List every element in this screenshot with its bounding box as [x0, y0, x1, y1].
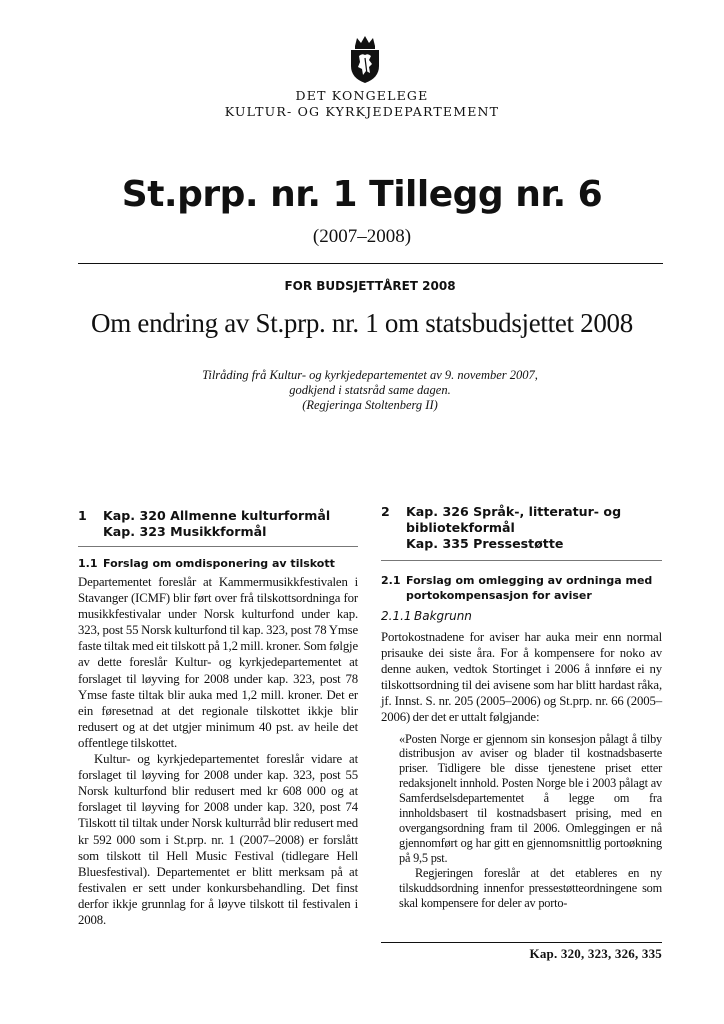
- subsection-number: 1.1: [78, 557, 98, 570]
- section-title: Kap. 323 Musikkformål: [103, 524, 267, 539]
- body-paragraph: Kultur- og kyrkjedepartementet foreslår vidare at forslaget til løyving for 2008 under kap. 323, post 55 Norsk kulturfond blir redusert med kr 608 000 og at forslaget til løyving for 2008 under kap. 320, post 74 Tilskott til tiltak under Norsk kulturråd blir redusert med kr 592 000 som i St.prp. nr. 1 (2007–2008) er forslått som tilskott til Hell Music Festival (tidlegare Hell Bluesfestival). Departementet er blitt merksam på at festivalen er sett under konkursbehandling. Det finst derfor ikkje grunnlag for å løyve tilskott til festivalen i 2008.: [78, 752, 358, 927]
- document-subtitle: Om endring av St.prp. nr. 1 om statsbudsjettet 2008: [91, 308, 633, 338]
- quote-paragraph: Regjeringen foreslår at det etableres en ny tilskuddsordning innenfor pressestøtteordningene som skal kompensere for deler av porto-: [399, 865, 662, 910]
- section-title: bibliotekformål: [406, 520, 515, 535]
- subsection-heading: [381, 573, 662, 603]
- section-title: Kap. 326 Språk-, litteratur- og: [406, 504, 622, 519]
- ministry-name-line2: KULTUR- OG KYRKJEDEPARTEMENT: [224, 104, 500, 119]
- norwegian-royal-crest-icon: [345, 34, 385, 84]
- title-divider: [78, 263, 663, 264]
- document-year: (2007–2008): [312, 226, 412, 247]
- section-divider: [381, 560, 662, 561]
- recommendation-line: Tilråding frå Kultur- og kyrkjedepartementet av 9. november 2007,: [202, 368, 538, 382]
- recommendation-line: godkjend i statsråd same dagen.: [289, 383, 451, 397]
- subsection-heading: [78, 556, 358, 571]
- section-number: 2: [381, 504, 390, 519]
- section-title: Kap. 335 Pressestøtte: [406, 536, 564, 551]
- body-paragraph: Departementet foreslår at Kammermusikkfestivalen i Stavanger (ICMF) blir ført over frå tilskottsordninga for musikkfestivalar under Norsk kulturfond under kap. 323, post 55 Norsk kulturfond til kap. 323, post 78 Ymse faste tiltak med eit tilskott på 1,2 mill. kroner. Som følgje av dette foreslår Kultur- og kyrkjedepartementet at forslaget til løyving for 2008 under kap. 323, post 78 Ymse faste tiltak blir auka med 1,2 mill. kroner. Det er ein føresetnad at det regionale tilskottet ikkje blir redusert og at det utgjer minimum 40 pst. av heile det offentlege tilskottet.: [78, 575, 358, 750]
- subsubsection-heading: [381, 608, 662, 624]
- section-number: 1: [78, 508, 87, 523]
- subsubsection-title: Bakgrunn: [414, 609, 472, 623]
- budget-year: FOR BUDSJETTÅRET 2008: [284, 279, 456, 293]
- right-column: [381, 504, 662, 910]
- section-title: Kap. 320 Allmenne kulturformål: [103, 508, 331, 523]
- footer-chapters: Kap. 320, 323, 326, 335: [529, 946, 662, 961]
- recommendation-line: (Regjeringa Stoltenberg II): [302, 398, 438, 412]
- left-column: [78, 508, 358, 928]
- subsection-title: Forslag om omlegging av ordninga med portokompensasjon for aviser: [406, 574, 653, 602]
- document-title: St.prp. nr. 1 Tillegg nr. 6: [121, 174, 603, 215]
- section-divider: [78, 546, 358, 547]
- subsection-number: 2.1: [381, 574, 401, 587]
- subsubsection-number: 2.1.1: [381, 609, 412, 623]
- ministry-name-line1: DET KONGELEGE: [295, 88, 429, 103]
- footer-divider: [381, 942, 662, 943]
- quote-paragraph: «Posten Norge er gjennom sin konsesjon pålagt å tilby distribusjon av aviser og blader til kostnadsbaserte priser. Tidligere ble disse tjenestene priset etter redaksjonelt innhold. Posten Norge ble i 2003 pålagt av Samferdselsdepartementet å legge om fra innholdsbasert til kostnadsbasert prising, med en overgangsordning fram til 2006. Omleggingen er nå gjennomført og har gitt en gjennomsnittlig portoøkning på 9,5 pst.: [399, 731, 662, 865]
- section-heading: [78, 508, 358, 540]
- section-heading: [381, 504, 662, 552]
- subsection-title: Forslag om omdisponering av tilskott: [103, 557, 335, 570]
- body-paragraph: Portokostnadene for aviser har auka meir enn normal prisauke dei siste åra. For å kompensere for noko av denne auken, vedtok Stortinget i 2006 å innføre ei ny tilskottsordning til dei avisene som har blitt hardast råka, jf. Innst. S. nr. 205 (2005–2006) og St.prp. nr. 66 (2005–2006) der det er uttalt følgjande:: [381, 630, 662, 725]
